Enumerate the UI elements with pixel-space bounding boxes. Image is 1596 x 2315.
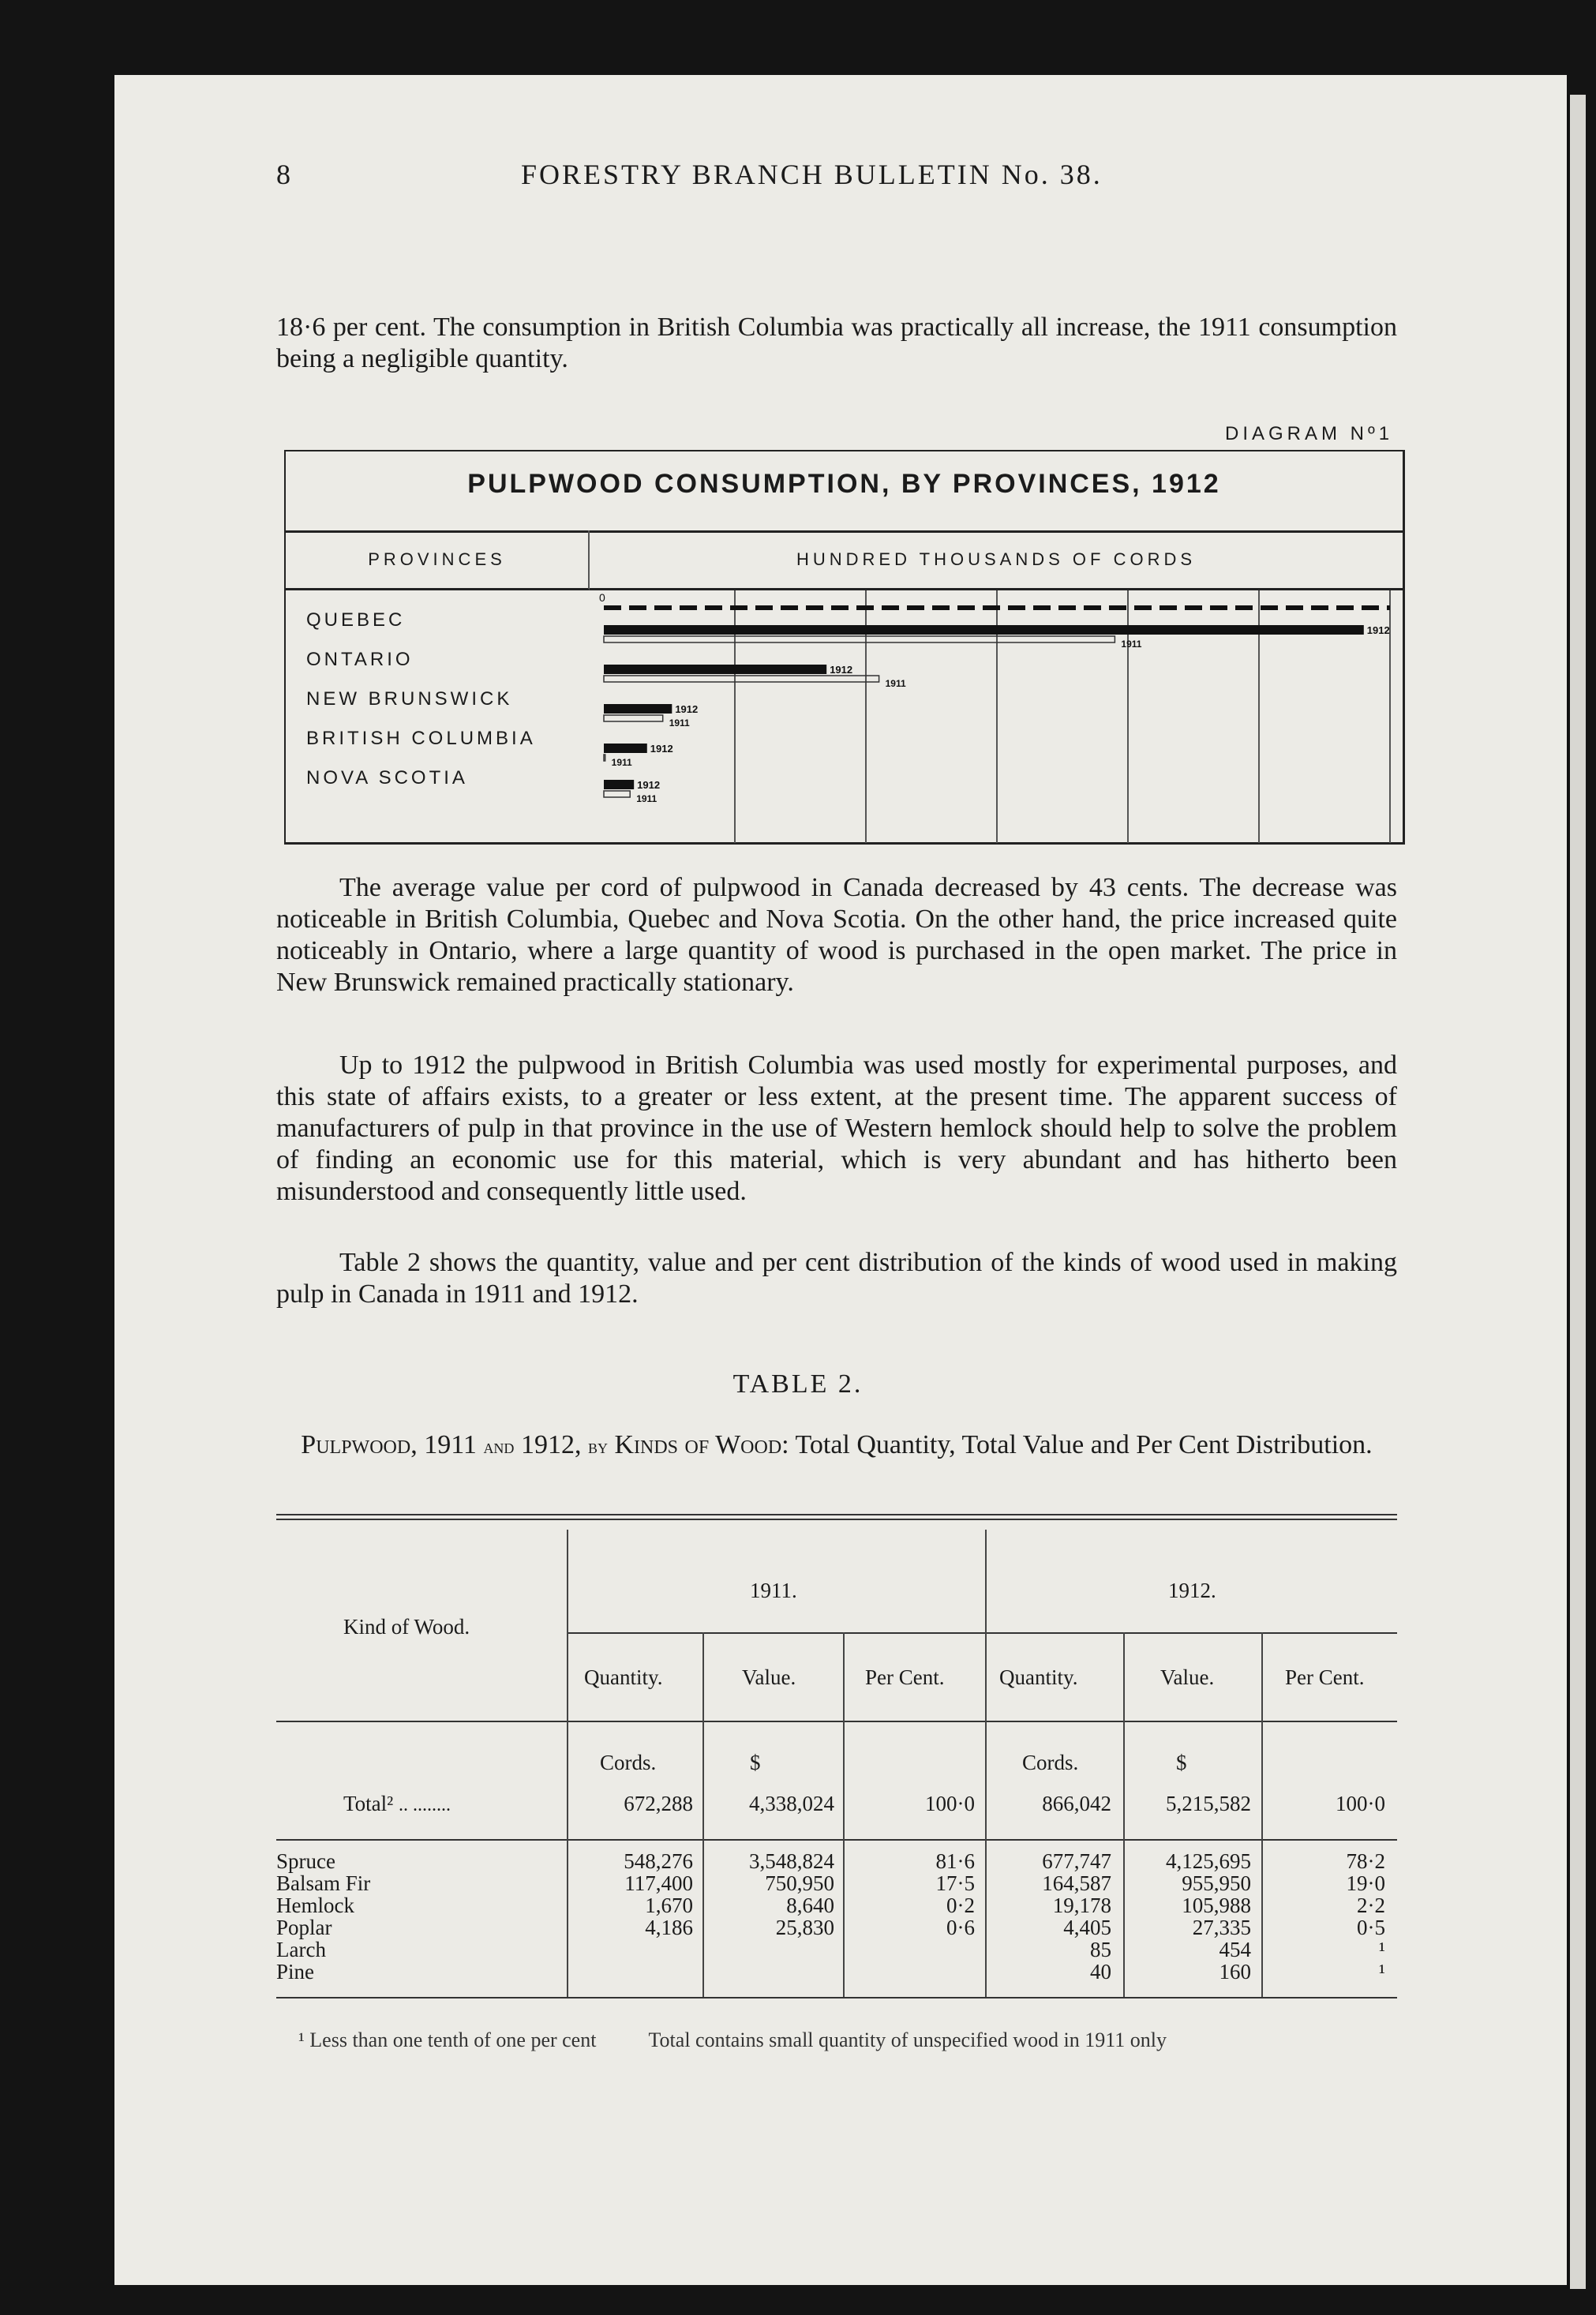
data-label-1912: 1912: [1366, 624, 1390, 636]
total-q1912: 866,042: [1042, 1792, 1111, 1815]
year-rule: [568, 1632, 1397, 1634]
unit-dollar-1912: $: [1176, 1751, 1187, 1774]
data-label-1911: 1911: [1121, 639, 1142, 650]
col-divider-2: [843, 1632, 845, 1997]
row-v1912: 27,335: [1192, 1916, 1251, 1939]
row-v1912: 4,125,695: [1166, 1849, 1251, 1873]
province-labels: [306, 609, 536, 807]
row-q1912: 40: [1090, 1960, 1111, 1983]
row-kind: Spruce: [276, 1849, 335, 1873]
header-quantity-1912: Quantity.: [999, 1665, 1078, 1689]
total-v1911: 4,338,024: [749, 1792, 834, 1815]
paragraph-4: Table 2 shows the quantity, value and per cent distribution of the kinds of wood used in making pulp in Canada in 1911 and 1912.: [276, 1248, 1397, 1309]
row-v1912: 160: [1219, 1960, 1251, 1983]
bar-1912: [604, 665, 826, 674]
header-rule: [276, 1721, 1397, 1722]
caption-pulpwood: Pulpwood, 1911: [301, 1430, 477, 1459]
row-q1911: 548,276: [624, 1849, 693, 1873]
row-q1911: 4,186: [645, 1916, 693, 1939]
row-v1911: 750,950: [765, 1871, 834, 1895]
table-top-rule: [276, 1514, 1397, 1515]
header-percent-1912: Per Cent.: [1285, 1665, 1365, 1689]
unit-cords-1912: Cords.: [1022, 1751, 1079, 1774]
row-p1911: 17·5: [935, 1871, 975, 1895]
province-label-nova-scotia: NOVA SCOTIA: [306, 767, 468, 789]
row-v1912: 105,988: [1182, 1894, 1251, 1917]
chart-title: PULPWOOD CONSUMPTION, BY PROVINCES, 1912: [467, 469, 1221, 499]
province-label-ontario: ONTARIO: [306, 649, 414, 670]
page-edge: [1567, 95, 1586, 2289]
caption-and: and: [483, 1435, 515, 1458]
header-value-1911: Value.: [742, 1665, 796, 1689]
bar-1911: [604, 715, 663, 721]
total-rule: [276, 1839, 1397, 1841]
bar-1911: [604, 676, 879, 682]
kind-header: Kind of Wood.: [343, 1615, 470, 1639]
row-q1912: 4,405: [1063, 1916, 1111, 1939]
row-q1911: 1,670: [645, 1894, 693, 1917]
paragraph-3: Up to 1912 the pulpwood in British Columbia was used mostly for experimental purposes, and this state of affairs exists, to a greater or less extent, at the present time. The apparent success of manufacturers of pulp in that province in the use of Western hemlock should help to solve the problem of finding an economic use for this material, which is very abundant and has hitherto been misunderstood and consequently little used.: [276, 1051, 1397, 1206]
row-p1911: 0·2: [946, 1894, 975, 1917]
total-q1911: 672,288: [624, 1792, 693, 1815]
row-v1911: 25,830: [775, 1916, 834, 1939]
total-p1912: 100·0: [1336, 1792, 1385, 1815]
diagram-title-box: [286, 451, 1403, 533]
row-p1912: 19·0: [1346, 1871, 1385, 1895]
province-label-british-columbia: BRITISH COLUMBIA: [306, 728, 536, 749]
row-p1912: 2·2: [1357, 1894, 1385, 1917]
table-top-rule-2: [276, 1519, 1397, 1520]
data-label-1911: 1911: [611, 757, 632, 768]
table-bottom-rule: [276, 1997, 1397, 1998]
data-label-1911: 1911: [636, 793, 658, 804]
table-caption: [276, 1429, 1397, 1463]
leader-dots: .. ........: [398, 1795, 451, 1815]
row-q1912: 677,747: [1042, 1849, 1111, 1873]
row-v1911: 3,548,824: [749, 1849, 834, 1873]
province-label-new-brunswick: NEW BRUNSWICK: [306, 688, 513, 710]
bar-1912: [604, 780, 634, 789]
unit-dollar-1911: $: [750, 1751, 761, 1774]
row-q1912: 19,178: [1052, 1894, 1111, 1917]
data-label-1912: 1912: [637, 779, 661, 791]
year-1912: 1912.: [1168, 1579, 1216, 1602]
bar-1912: [604, 704, 672, 714]
row-p1912: 78·2: [1346, 1849, 1385, 1873]
page-number: 8: [276, 159, 293, 190]
provinces-header-label: PROVINCES: [368, 549, 506, 569]
row-p1911: 81·6: [935, 1849, 975, 1873]
row-kind: Poplar: [276, 1916, 332, 1939]
header-percent-1911: Per Cent.: [865, 1665, 945, 1689]
header-quantity-1911: Quantity.: [584, 1665, 663, 1689]
row-v1912: 454: [1219, 1938, 1251, 1961]
data-label-1912: 1912: [650, 743, 673, 755]
data-label-1912: 1912: [830, 664, 853, 676]
row-p1912: ¹: [1378, 1960, 1385, 1983]
bar-1912: [604, 744, 647, 753]
total-p1911: 100·0: [925, 1792, 975, 1815]
data-label-1911: 1911: [885, 678, 906, 689]
footnote-2: Total contains small quantity of unspecified wood in 1911 only: [648, 2028, 1167, 2051]
caption-by: by: [587, 1435, 608, 1458]
total-v1912: 5,215,582: [1166, 1792, 1251, 1815]
row-q1912: 85: [1090, 1938, 1111, 1961]
row-p1911: 0·6: [946, 1916, 975, 1939]
col-divider-year: [985, 1530, 987, 1997]
row-p1912: 0·5: [1357, 1916, 1385, 1939]
footnote-1: ¹ Less than one tenth of one per cent: [298, 2028, 597, 2051]
paragraph-1: 18·6 per cent. The consumption in British Columbia was practically all increase, the 1911 consumption being a negligible quantity.: [276, 313, 1397, 373]
year-1911: 1911.: [750, 1579, 797, 1602]
col-divider-1: [702, 1632, 704, 1997]
row-kind: Larch: [276, 1938, 326, 1961]
row-q1911: 117,400: [624, 1871, 693, 1895]
table-2: [276, 1514, 1397, 2003]
caption-kinds: Kinds of Wood: [614, 1430, 782, 1459]
row-kind: Balsam Fir: [276, 1871, 371, 1895]
row-kind: Pine: [276, 1960, 315, 1983]
bulletin-title: FORESTRY BRANCH BULLETIN No. 38.: [521, 159, 1103, 190]
diagram-frame: [284, 450, 1405, 845]
header-value-1912: Value.: [1160, 1665, 1215, 1689]
provinces-header: [286, 530, 590, 590]
data-label-1912: 1912: [675, 703, 699, 715]
row-p1912: ¹: [1378, 1938, 1385, 1961]
footnotes: [298, 2028, 1214, 2052]
diagram-label: DIAGRAM Nº1: [1225, 423, 1394, 444]
x-axis-label: HUNDRED THOUSANDS OF CORDS: [796, 549, 1197, 569]
caption-rest: : Total Quantity, Total Value and Per Cent Distribution.: [781, 1430, 1373, 1459]
data-label-1911: 1911: [669, 717, 690, 729]
row-kind: Hemlock: [276, 1894, 354, 1917]
total-row: [343, 1792, 451, 1816]
bar-chart: [590, 590, 1403, 843]
x-axis-header: [590, 530, 1403, 590]
total-label: Total²: [343, 1792, 394, 1815]
paragraph-2: The average value per cord of pulpwood in Canada decreased by 43 cents. The decrease was noticeable in British Columbia, Quebec and Nova Scotia. On the other hand, the price increased quite noticeably in Ontario, where a large quantity of wood is purchased in the open market. The price in New Brunswick remained practically stationary.: [276, 873, 1397, 997]
caption-1912: 1912,: [520, 1430, 582, 1459]
bar-1911: [604, 755, 605, 761]
col-divider-4: [1123, 1632, 1125, 1997]
col-divider-kind: [567, 1530, 568, 1997]
row-q1912: 164,587: [1042, 1871, 1111, 1895]
province-label-quebec: QUEBEC: [306, 609, 406, 631]
bar-1911: [604, 636, 1115, 642]
col-divider-5: [1261, 1632, 1263, 1997]
table-label: TABLE 2.: [732, 1369, 864, 1399]
row-v1911: 8,640: [786, 1894, 834, 1917]
row-v1912: 955,950: [1182, 1871, 1251, 1895]
unit-cords-1911: Cords.: [600, 1751, 657, 1774]
bar-1911: [604, 791, 630, 797]
bar-1912: [604, 625, 1364, 635]
x-tick-label: 0: [599, 591, 605, 604]
